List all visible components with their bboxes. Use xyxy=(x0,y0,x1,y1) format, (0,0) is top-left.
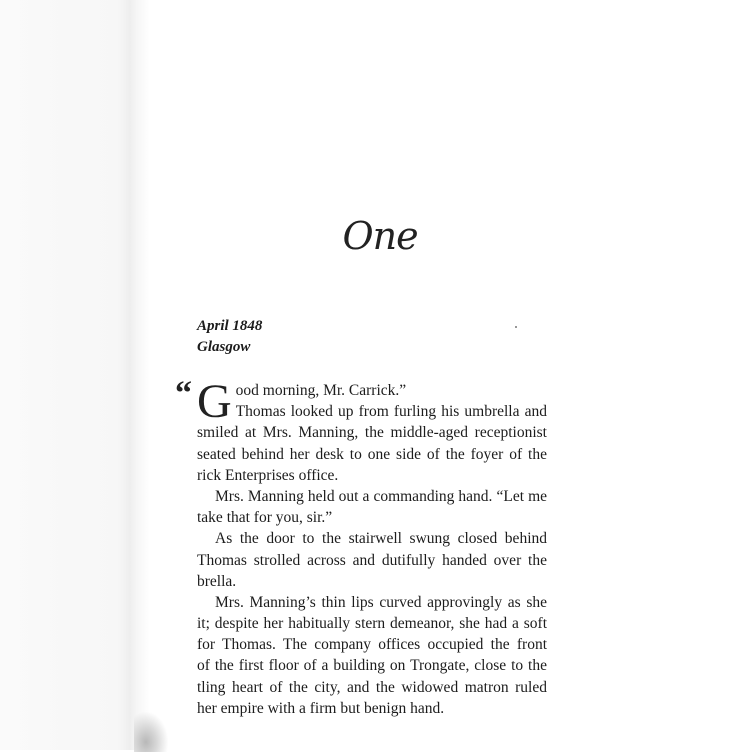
text-line: Mrs. Manning’s thin lips curved approvingly as she xyxy=(215,593,547,611)
drop-cap: G xyxy=(197,375,232,428)
text-line: Mrs. Manning held out a commanding hand. “Let me xyxy=(215,487,547,505)
dateline-place: Glasgow xyxy=(197,339,251,355)
text-line: it; despite her habitually stern demeanor, she had a soft xyxy=(197,615,547,633)
text-line: take that for you, sir.” xyxy=(197,509,333,527)
page-edge-shadow xyxy=(0,0,150,750)
body-text xyxy=(197,375,547,719)
text-line: As the door to the stairwell swung closed behind xyxy=(215,530,547,548)
scan-smudge xyxy=(134,712,168,752)
text-line: for Thomas. The company offices occupied the front xyxy=(197,636,547,654)
scan-speck xyxy=(515,326,517,328)
chapter-title: One xyxy=(342,214,418,258)
text-line: tling heart of the city, and the widowed matron ruled xyxy=(197,678,547,696)
opening-line: ood morning, Mr. Carrick.” xyxy=(235,382,407,399)
text-line: brella. xyxy=(197,572,237,590)
dateline xyxy=(197,316,397,358)
opening-quote-mark: “ xyxy=(175,375,192,412)
text-line: Thomas looked up from furling his umbrella and xyxy=(235,403,547,421)
text-line: of the first floor of a building on Trongate, close to the xyxy=(197,657,547,675)
text-line: seated behind her desk to one side of the foyer of the xyxy=(197,445,547,463)
text-line: smiled at Mrs. Manning, the middle-aged receptionist xyxy=(197,424,547,442)
text-line: rick Enterprises office. xyxy=(197,466,339,484)
text-line: her empire with a firm but benign hand. xyxy=(197,699,445,717)
text-line: Thomas strolled across and dutifully handed over the xyxy=(197,551,547,569)
dateline-date: April 1848 xyxy=(197,318,263,334)
